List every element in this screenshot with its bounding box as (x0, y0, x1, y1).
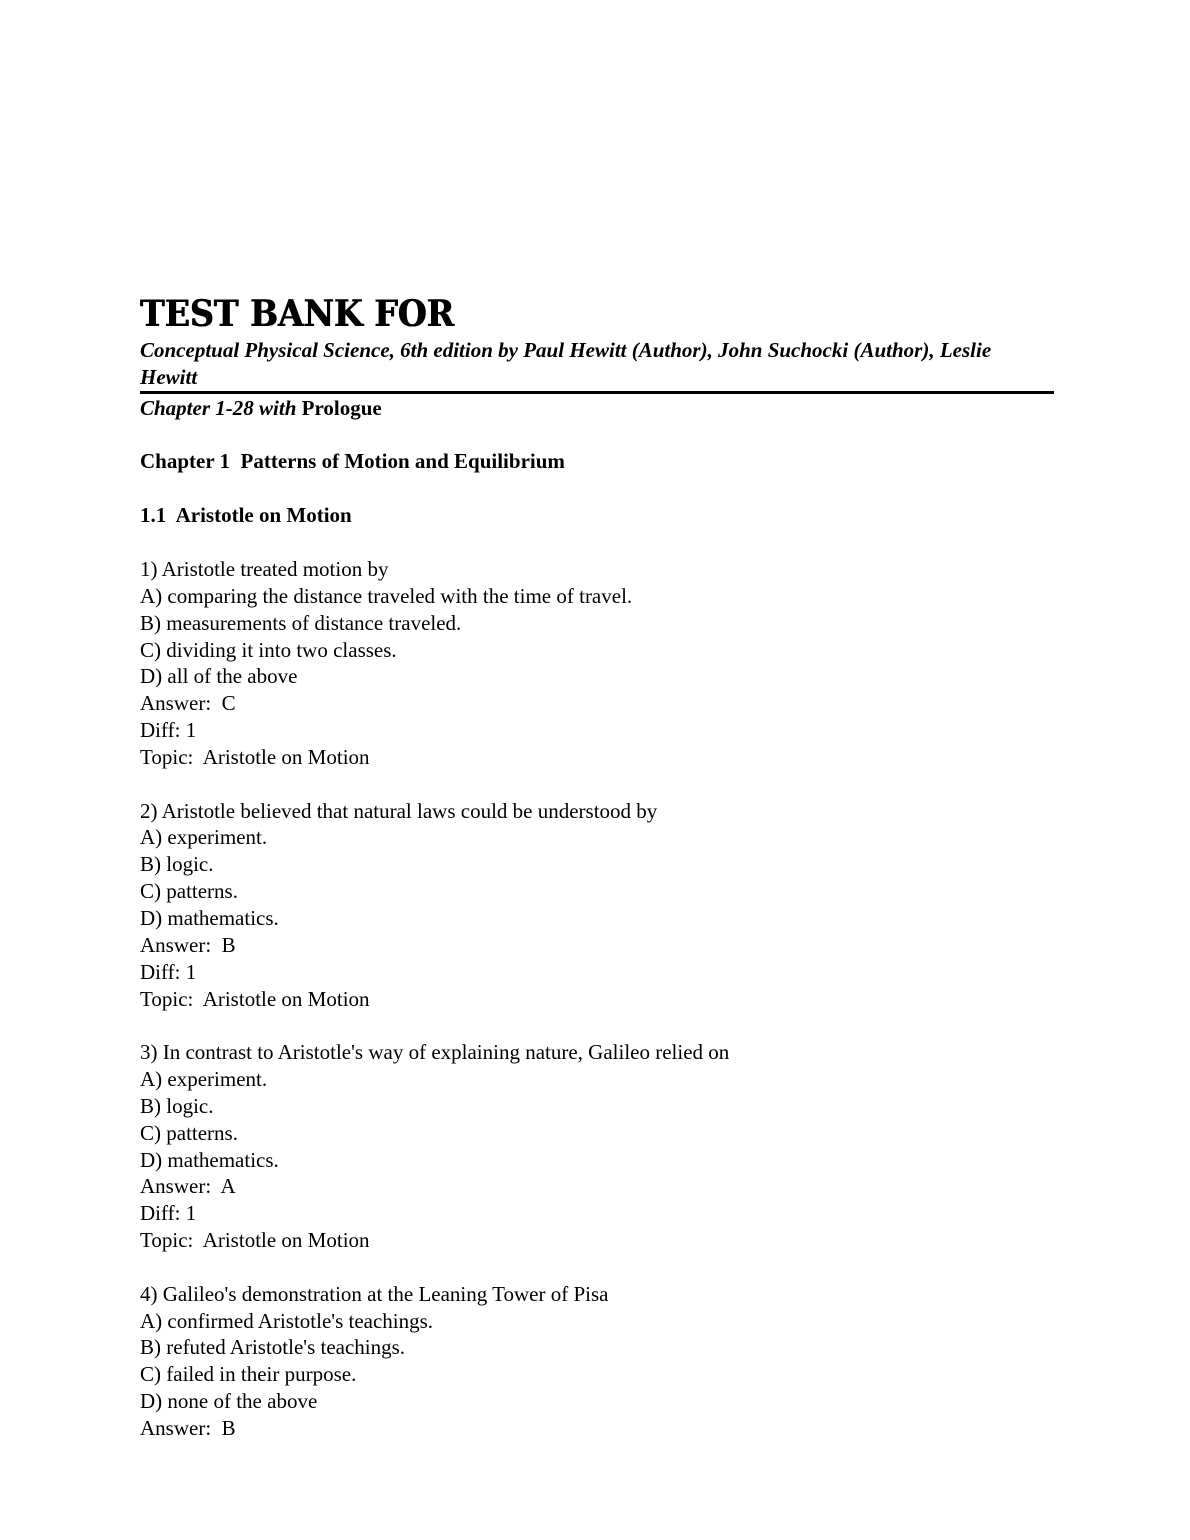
answer-option: C) patterns. (140, 1120, 238, 1145)
question-stem: 1) Aristotle treated motion by (140, 557, 389, 581)
book-subtitle: Conceptual Physical Science, 6th edition by Paul Hewitt (Author), John Suchocki (Author), Leslie Hewitt (140, 338, 992, 389)
document-title: TEST BANK FOR (140, 293, 455, 335)
difficulty: Diff: 1 (140, 718, 197, 743)
answer-key: Answer: B (140, 932, 236, 957)
difficulty: Diff: 1 (140, 1201, 197, 1226)
answer-option: D) mathematics. (140, 1147, 279, 1172)
chapter-heading: Chapter 1 Patterns of Motion and Equilibrium (140, 449, 565, 473)
answer-option: A) experiment. (140, 1067, 268, 1092)
answer-option: B) measurements of distance traveled. (140, 610, 462, 635)
question-list (140, 556, 729, 1469)
answer-option: A) comparing the distance traveled with the time of travel. (140, 583, 633, 608)
answer-option: B) logic. (140, 852, 214, 877)
question-stem: 4) Galileo's demonstration at the Leaning Tower of Pisa (140, 1281, 609, 1306)
chapter-range-with: with (259, 396, 297, 420)
answer-option: A) confirmed Aristotle's teachings. (140, 1308, 434, 1333)
topic: Topic: Aristotle on Motion (140, 986, 370, 1011)
question-item (140, 1281, 729, 1442)
question-stem: 3) In contrast to Aristotle's way of explaining nature, Galileo relied on (140, 1040, 730, 1065)
answer-option: B) logic. (140, 1093, 214, 1118)
topic: Topic: Aristotle on Motion (140, 1228, 370, 1253)
answer-key: Answer: B (140, 1416, 236, 1440)
answer-option: D) none of the above (140, 1389, 318, 1414)
difficulty: Diff: 1 (140, 959, 197, 984)
answer-option: C) dividing it into two classes. (140, 637, 397, 662)
answer-option: D) mathematics. (140, 905, 279, 930)
question-item (140, 556, 729, 771)
chapter-range-prologue: Prologue (301, 396, 382, 420)
answer-key: Answer: C (140, 691, 236, 716)
topic: Topic: Aristotle on Motion (140, 744, 370, 769)
question-item (140, 798, 729, 1013)
document-page (140, 0, 1055, 1540)
answer-key: Answer: A (140, 1174, 236, 1199)
title-divider (140, 391, 1054, 394)
answer-option: C) patterns. (140, 879, 238, 904)
answer-option: A) experiment. (140, 825, 268, 850)
answer-option: D) all of the above (140, 664, 298, 689)
chapter-range (140, 395, 382, 422)
question-item (140, 1039, 729, 1254)
answer-option: B) refuted Aristotle's teachings. (140, 1335, 406, 1360)
chapter-range-chapters: Chapter 1-28 (140, 396, 254, 420)
question-stem: 2) Aristotle believed that natural laws could be understood by (140, 798, 658, 823)
answer-option: C) failed in their purpose. (140, 1362, 357, 1387)
section-heading: 1.1 Aristotle on Motion (140, 503, 352, 527)
